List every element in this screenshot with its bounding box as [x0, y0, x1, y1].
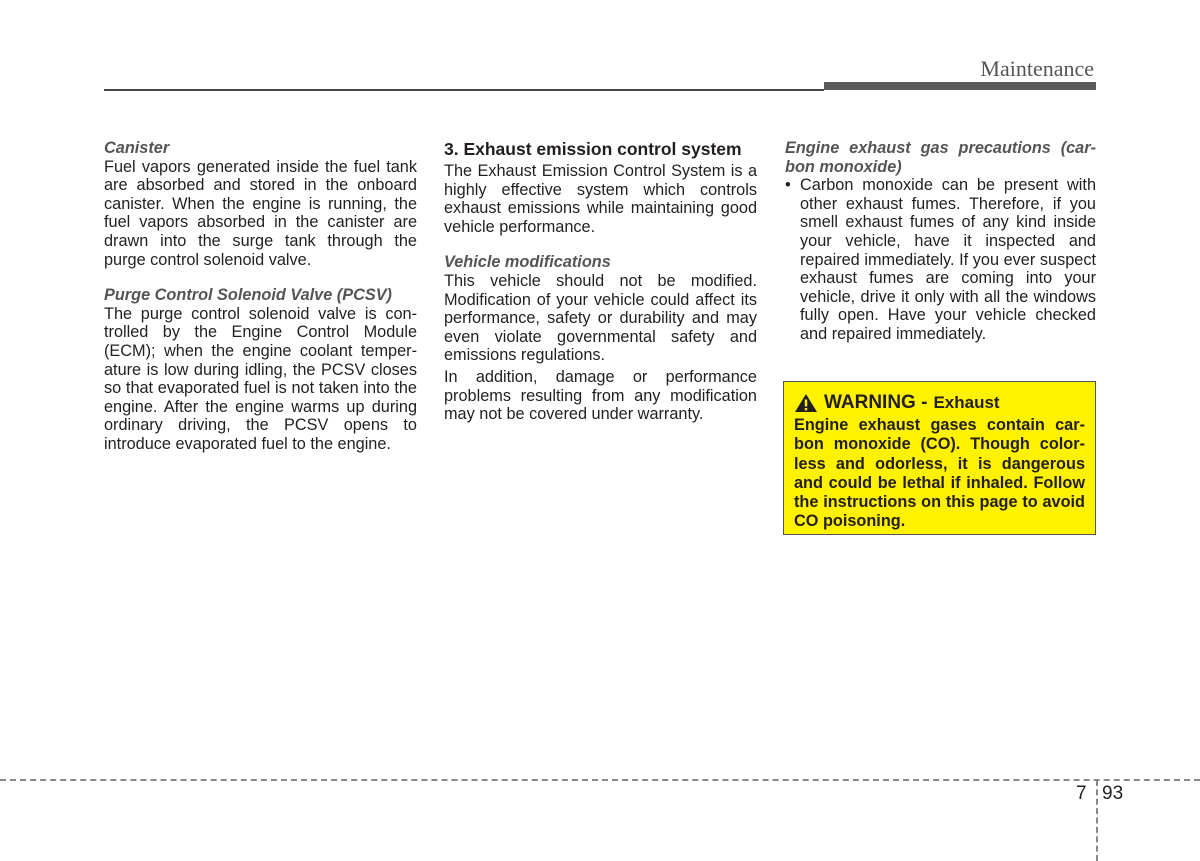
warning-heading	[794, 392, 1085, 414]
canister-text: Fuel vapors generated inside the fuel tank are absorbed and stored in the onboard canister. When the engine is running, the fuel vapors absorbed in the canister are drawn into the surge tank through the purge control solenoid valve.	[104, 157, 417, 269]
warning-triangle-icon	[794, 393, 818, 413]
co-precautions-title: Engine exhaust gas precautions (carbon monoxide)	[785, 139, 1096, 176]
list-item	[785, 176, 1096, 343]
page-number: 93	[1102, 783, 1124, 804]
canister-title: Canister	[104, 139, 170, 157]
pcsv-title: Purge Control Solenoid Valve (PCSV)	[104, 286, 392, 305]
column-1	[104, 139, 417, 457]
warning-text: Engine exhaust gases contain carbon monoxide (CO). Though colorless and odorless, it is dangerous and could be lethal if inhaled. Follow the instructions on this page to avoid CO poisoning.	[794, 416, 1085, 531]
intro-text: The Exhaust Emission Control System is a highly effective system which controls exhaust emissions while maintaining good vehicle performance.	[444, 162, 757, 236]
column-3	[785, 139, 1096, 344]
warning-label: WARNING -	[824, 392, 928, 413]
modifications-text-1: This vehicle should not be modified. Modification of your vehicle could affect its performance, safety or durability and may even violate governmental safety and emissions regulations.	[444, 271, 757, 365]
header-rule	[104, 89, 824, 91]
warning-topic: Exhaust	[933, 393, 1000, 412]
column-2	[444, 139, 757, 427]
chapter-number: 7	[1076, 783, 1087, 804]
pcsv-text: The purge control solenoid valve is controlled by the Engine Control Module (ECM); when the engine coolant temperature is low during idling, the PCSV closes so that evaporated fuel is not taken into the engine. After the engine warms up during ordinary driving, the PCSV opens to introduce evaporated fuel to the engine.	[104, 304, 417, 453]
footer-divider	[0, 779, 1200, 781]
footer-vertical-divider	[1096, 780, 1098, 861]
warning-box	[783, 381, 1096, 535]
bullet-icon: •	[785, 176, 791, 195]
bullet-text: Carbon monoxide can be present with other exhaust fumes. Therefore, if you smell exhaust fumes of any kind inside your vehicle, have it inspected and repaired immediately. If you ever suspect exhaust fumes are coming into your vehicle, drive it only with all the windows fully open. Have your vehicle checked and repaired immediately.	[800, 176, 1096, 343]
header-bar	[824, 82, 1096, 90]
section-heading: 3. Exhaust emission control system	[444, 139, 742, 159]
section-title: Maintenance	[980, 56, 1094, 81]
modifications-text-2: In addition, damage or performance problems resulting from any modification may not be covered under warranty.	[444, 367, 757, 424]
modifications-title: Vehicle modifications	[444, 253, 611, 272]
